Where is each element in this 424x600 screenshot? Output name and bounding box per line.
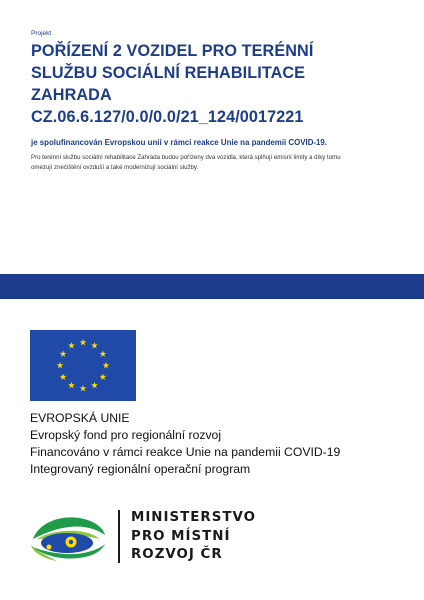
title-line: SLUŽBU SOCIÁLNÍ REHABILITACE — [31, 64, 306, 82]
eu-flag-icon — [30, 330, 136, 401]
cofinancing-statement: je spolufinancován Evropskou unií v rámci reakce Unie na pandemii COVID-19. — [31, 138, 327, 147]
project-label: Projekt — [31, 30, 52, 37]
description-line: omezují znečištění ovzduší a také modernizují sociální služby. — [31, 163, 199, 171]
mmr-logo-icon — [27, 509, 107, 564]
ministry-name-line: MINISTERSTVO — [131, 510, 257, 525]
fund-name: Evropský fond pro regionální rozvoj — [30, 428, 222, 442]
project-code: CZ.06.6.127/0.0/0.0/21_124/0017221 — [31, 108, 304, 126]
title-line: ZAHRADA — [31, 86, 112, 104]
ministry-name-line: PRO MÍSTNÍ — [131, 528, 231, 544]
title-line: POŘÍZENÍ 2 VOZIDEL PRO TERÉNNÍ — [31, 42, 314, 60]
programme-name: Integrovaný regionální operační program — [30, 462, 251, 476]
logo-separator — [118, 510, 120, 563]
project-description — [31, 153, 401, 172]
description-line: Pro terénní službu sociální rehabilitace Zahrada budou pořízeny dva vozidla, která splňují emisní limity a díky tomu — [31, 154, 341, 161]
blue-band — [0, 274, 424, 299]
ministry-name-line: ROZVOJ ČR — [131, 547, 223, 562]
eu-funding-text — [30, 410, 410, 478]
project-title — [31, 40, 401, 128]
ministry-name — [131, 509, 256, 565]
eu-name: EVROPSKÁ UNIE — [30, 411, 130, 425]
financing-note: Financováno v rámci reakce Unie na pandemii COVID-19 — [30, 445, 341, 459]
